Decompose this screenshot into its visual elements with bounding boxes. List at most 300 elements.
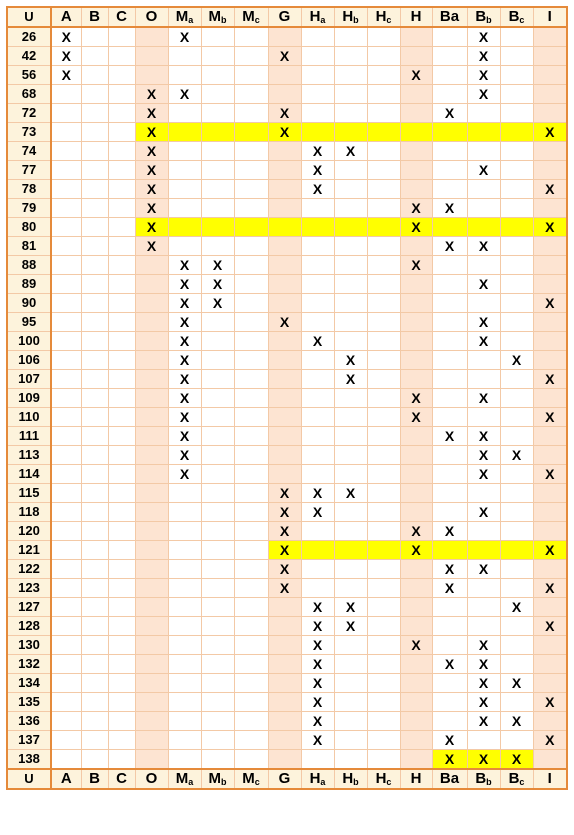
table-cell (432, 161, 467, 180)
column-header-subscript: a (320, 777, 326, 787)
table-cell (432, 446, 467, 465)
table-cell (334, 560, 367, 579)
mark-cell: X (168, 408, 201, 427)
table-cell (201, 731, 234, 750)
column-header (201, 7, 234, 27)
table-cell (500, 218, 533, 237)
table-cell (51, 104, 81, 123)
table-row (7, 617, 567, 636)
table-cell (467, 351, 500, 370)
table-cell (432, 332, 467, 351)
mark-cell: X (533, 218, 567, 237)
table-cell (51, 503, 81, 522)
mark-cell: X (533, 541, 567, 560)
table-cell (234, 332, 268, 351)
table-cell (367, 522, 400, 541)
row-label: 111 (7, 427, 51, 446)
table-cell (367, 674, 400, 693)
table-cell (500, 237, 533, 256)
table-cell (334, 541, 367, 560)
column-header-label: B (508, 8, 520, 25)
table-cell (500, 579, 533, 598)
mark-cell: X (334, 142, 367, 161)
table-cell (51, 161, 81, 180)
mark-cell: X (268, 313, 301, 332)
table-cell (533, 332, 567, 351)
mark-cell: X (168, 370, 201, 389)
table-cell (301, 199, 334, 218)
mark-cell: X (334, 484, 367, 503)
table-cell (135, 389, 168, 408)
table-cell (108, 731, 135, 750)
table-cell (367, 66, 400, 85)
mark-cell: X (467, 636, 500, 655)
table-cell (334, 465, 367, 484)
table-cell (268, 712, 301, 731)
table-cell (268, 218, 301, 237)
table-cell (301, 85, 334, 104)
mark-cell: X (168, 332, 201, 351)
table-cell (135, 275, 168, 294)
table-cell (201, 123, 234, 142)
table-cell (533, 389, 567, 408)
table-cell (301, 522, 334, 541)
table-cell (367, 47, 400, 66)
column-header (367, 7, 400, 27)
table-cell (81, 180, 108, 199)
table-cell (301, 218, 334, 237)
table-cell (367, 123, 400, 142)
footer-row (7, 769, 567, 789)
row-label: 106 (7, 351, 51, 370)
table-cell (367, 693, 400, 712)
column-header-label: H (309, 770, 321, 787)
table-cell (334, 693, 367, 712)
table-cell (334, 123, 367, 142)
table-cell (533, 674, 567, 693)
table-cell (51, 617, 81, 636)
mark-cell: X (168, 256, 201, 275)
mark-cell: X (533, 408, 567, 427)
table-cell (432, 142, 467, 161)
mark-cell: X (268, 104, 301, 123)
mark-cell: X (168, 389, 201, 408)
mark-cell: X (432, 199, 467, 218)
table-cell (533, 712, 567, 731)
table-cell (432, 256, 467, 275)
row-label: 88 (7, 256, 51, 275)
table-cell (81, 693, 108, 712)
row-label: 89 (7, 275, 51, 294)
row-label: 122 (7, 560, 51, 579)
table-cell (301, 541, 334, 560)
table-cell (367, 256, 400, 275)
column-header-label: H (410, 8, 422, 25)
table-row (7, 636, 567, 655)
row-label: 26 (7, 27, 51, 47)
table-cell (432, 693, 467, 712)
column-header-label: G (278, 8, 291, 25)
mark-cell: X (135, 218, 168, 237)
mark-cell: X (400, 389, 432, 408)
table-cell (168, 522, 201, 541)
table-cell (201, 693, 234, 712)
table-cell (467, 256, 500, 275)
table-cell (51, 85, 81, 104)
mark-cell: X (135, 180, 168, 199)
mark-cell: X (467, 750, 500, 770)
table-cell (533, 256, 567, 275)
table-cell (334, 522, 367, 541)
mark-cell: X (533, 617, 567, 636)
column-header (7, 7, 51, 27)
table-cell (334, 712, 367, 731)
table-cell (51, 256, 81, 275)
mark-cell: X (135, 161, 168, 180)
table-cell (400, 47, 432, 66)
table-cell (234, 731, 268, 750)
table-cell (367, 237, 400, 256)
table-cell (168, 655, 201, 674)
mark-cell: X (135, 237, 168, 256)
table-cell (81, 522, 108, 541)
mark-cell: X (168, 427, 201, 446)
table-cell (135, 655, 168, 674)
table-cell (533, 560, 567, 579)
table-cell (108, 370, 135, 389)
table-cell (334, 750, 367, 770)
table-cell (234, 370, 268, 389)
mark-cell: X (301, 674, 334, 693)
table-cell (268, 161, 301, 180)
mark-cell: X (268, 484, 301, 503)
column-header-label: B (89, 770, 100, 787)
mark-cell: X (268, 560, 301, 579)
column-header-label: B (508, 770, 520, 787)
column-header-subscript: b (353, 777, 359, 787)
column-header-label: H (375, 8, 387, 25)
table-cell (234, 85, 268, 104)
table-cell (51, 465, 81, 484)
table-row (7, 712, 567, 731)
table-cell (301, 370, 334, 389)
table-cell (533, 351, 567, 370)
table-cell (201, 712, 234, 731)
column-header-label: Ba (439, 770, 460, 787)
row-label: 42 (7, 47, 51, 66)
table-cell (201, 85, 234, 104)
table-cell (201, 104, 234, 123)
table-cell (51, 180, 81, 199)
table-cell (367, 313, 400, 332)
table-cell (301, 294, 334, 313)
table-row (7, 294, 567, 313)
table-cell (168, 218, 201, 237)
table-cell (268, 275, 301, 294)
table-cell (201, 446, 234, 465)
table-cell (301, 66, 334, 85)
table-cell (135, 636, 168, 655)
table-cell (500, 123, 533, 142)
table-cell (334, 66, 367, 85)
table-cell (135, 731, 168, 750)
table-cell (301, 47, 334, 66)
table-cell (201, 389, 234, 408)
mark-cell: X (301, 180, 334, 199)
column-header (108, 769, 135, 789)
table-cell (301, 465, 334, 484)
table-cell (51, 446, 81, 465)
table-cell (108, 693, 135, 712)
table-cell (367, 579, 400, 598)
table-cell (81, 655, 108, 674)
table-cell (432, 123, 467, 142)
mark-cell: X (168, 27, 201, 47)
column-header-label: Ba (439, 8, 460, 25)
table-cell (108, 161, 135, 180)
table-cell (467, 199, 500, 218)
table-row (7, 256, 567, 275)
table-cell (51, 351, 81, 370)
table-cell (367, 27, 400, 47)
mark-cell: X (467, 237, 500, 256)
mark-cell: X (301, 142, 334, 161)
row-label: 107 (7, 370, 51, 389)
table-cell (108, 750, 135, 770)
table-cell (81, 275, 108, 294)
column-header-label: I (547, 8, 552, 25)
table-cell (367, 636, 400, 655)
table-cell (168, 237, 201, 256)
table-cell (81, 636, 108, 655)
column-header-label: H (375, 770, 387, 787)
table-cell (81, 351, 108, 370)
mark-cell: X (168, 465, 201, 484)
table-cell (168, 484, 201, 503)
table-cell (500, 27, 533, 47)
table-cell (268, 370, 301, 389)
table-cell (108, 560, 135, 579)
column-header-label: B (89, 8, 100, 25)
table-cell (234, 161, 268, 180)
table-cell (135, 427, 168, 446)
table-cell (334, 104, 367, 123)
table-cell (108, 674, 135, 693)
table-cell (268, 332, 301, 351)
table-cell (268, 693, 301, 712)
mark-cell: X (334, 598, 367, 617)
table-cell (81, 47, 108, 66)
table-cell (51, 731, 81, 750)
table-row (7, 104, 567, 123)
table-cell (367, 598, 400, 617)
table-cell (500, 142, 533, 161)
column-header-label: H (342, 770, 354, 787)
table-row (7, 237, 567, 256)
table-cell (51, 541, 81, 560)
table-cell (533, 503, 567, 522)
table-cell (367, 218, 400, 237)
table-cell (400, 674, 432, 693)
table-row (7, 313, 567, 332)
table-cell (400, 560, 432, 579)
table-cell (432, 389, 467, 408)
table-cell (201, 218, 234, 237)
table-cell (367, 199, 400, 218)
table-cell (81, 199, 108, 218)
table-cell (400, 655, 432, 674)
table-cell (135, 579, 168, 598)
table-cell (201, 579, 234, 598)
table-cell (81, 731, 108, 750)
table-cell (268, 408, 301, 427)
mark-cell: X (467, 712, 500, 731)
table-cell (51, 123, 81, 142)
table-cell (135, 294, 168, 313)
table-cell (108, 123, 135, 142)
table-cell (268, 237, 301, 256)
table-cell (81, 560, 108, 579)
table-cell (467, 541, 500, 560)
table-cell (81, 674, 108, 693)
table-row (7, 180, 567, 199)
table-cell (400, 85, 432, 104)
column-header (268, 7, 301, 27)
column-header-label: M (242, 8, 255, 25)
table-cell (81, 465, 108, 484)
column-header-label: C (116, 8, 127, 25)
table-cell (432, 351, 467, 370)
table-cell (268, 446, 301, 465)
row-label: 127 (7, 598, 51, 617)
row-label: 110 (7, 408, 51, 427)
table-cell (234, 579, 268, 598)
mark-cell: X (467, 332, 500, 351)
table-row (7, 408, 567, 427)
table-row (7, 275, 567, 294)
table-cell (201, 484, 234, 503)
mark-cell: X (432, 579, 467, 598)
column-header-label: O (145, 8, 158, 25)
table-cell (268, 655, 301, 674)
table-cell (51, 712, 81, 731)
table-cell (135, 503, 168, 522)
table-cell (135, 313, 168, 332)
table-cell (201, 66, 234, 85)
table-cell (234, 636, 268, 655)
table-cell (400, 123, 432, 142)
table-cell (432, 712, 467, 731)
column-header (268, 769, 301, 789)
table-cell (168, 541, 201, 560)
table-cell (201, 427, 234, 446)
table-row (7, 465, 567, 484)
mark-cell: X (432, 731, 467, 750)
column-header (234, 7, 268, 27)
mark-cell: X (500, 446, 533, 465)
table-cell (268, 389, 301, 408)
table-cell (108, 199, 135, 218)
table-cell (400, 237, 432, 256)
table-cell (108, 408, 135, 427)
mark-cell: X (400, 636, 432, 655)
table-cell (201, 655, 234, 674)
table-cell (400, 313, 432, 332)
table-cell (500, 731, 533, 750)
table-cell (334, 446, 367, 465)
table-cell (234, 313, 268, 332)
table-cell (168, 142, 201, 161)
table-cell (168, 750, 201, 770)
table-cell (367, 142, 400, 161)
mark-cell: X (400, 66, 432, 85)
table-cell (51, 142, 81, 161)
table-cell (108, 313, 135, 332)
table-cell (533, 636, 567, 655)
table-cell (432, 85, 467, 104)
mark-cell: X (400, 522, 432, 541)
table-cell (301, 123, 334, 142)
table-cell (367, 446, 400, 465)
table-row (7, 750, 567, 770)
table-cell (234, 199, 268, 218)
column-header-subscript: b (486, 777, 492, 787)
table-cell (533, 522, 567, 541)
table-cell (500, 370, 533, 389)
table-cell (81, 237, 108, 256)
table-cell (108, 598, 135, 617)
mark-cell: X (301, 712, 334, 731)
mark-cell: X (533, 123, 567, 142)
column-header (432, 769, 467, 789)
table-cell (268, 351, 301, 370)
mark-cell: X (467, 465, 500, 484)
table-cell (432, 465, 467, 484)
table-cell (268, 617, 301, 636)
table-cell (334, 256, 367, 275)
table-cell (400, 579, 432, 598)
mark-cell: X (168, 446, 201, 465)
table-cell (500, 484, 533, 503)
table-cell (533, 484, 567, 503)
table-cell (234, 66, 268, 85)
table-cell (201, 750, 234, 770)
column-header-label: A (60, 8, 72, 25)
table-cell (400, 617, 432, 636)
column-header-label: M (208, 8, 221, 25)
table-cell (135, 693, 168, 712)
table-row (7, 389, 567, 408)
table-cell (81, 142, 108, 161)
mark-cell: X (135, 104, 168, 123)
table-cell (400, 503, 432, 522)
table-cell (234, 712, 268, 731)
table-cell (400, 104, 432, 123)
mark-cell: X (467, 655, 500, 674)
table-cell (108, 522, 135, 541)
mark-cell: X (51, 66, 81, 85)
table-cell (301, 351, 334, 370)
table-cell (168, 66, 201, 85)
table-cell (533, 313, 567, 332)
table-cell (500, 655, 533, 674)
row-label: 132 (7, 655, 51, 674)
table-cell (432, 674, 467, 693)
table-cell (234, 351, 268, 370)
table-cell (467, 104, 500, 123)
table-cell (135, 465, 168, 484)
table-cell (367, 503, 400, 522)
